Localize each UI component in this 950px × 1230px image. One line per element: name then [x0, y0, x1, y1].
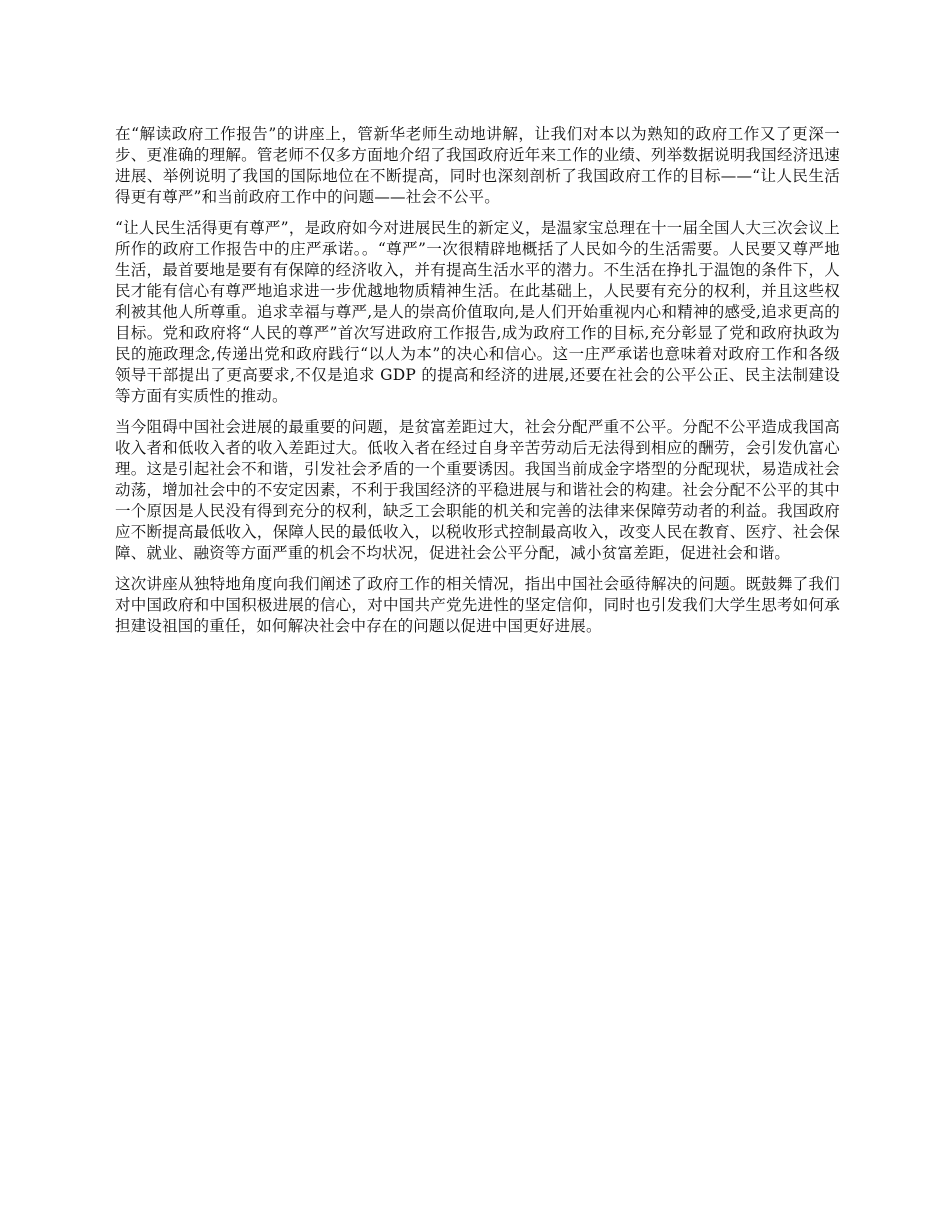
document-body — [115, 124, 840, 647]
paragraph-3: 当今阻碍中国社会进展的最重要的问题，是贫富差距过大，社会分配严重不公平。分配不公平造成我国高收入者和低收入者的收入差距过大。低收入者在经过自身辛苦劳动后无法得到相应的酬劳，会引发仇富心理。这是引起社会不和谐，引发社会矛盾的一个重要诱因。我国当前成金字塔型的分配现状，易造成社会动荡，增加社会中的不安定因素，不利于我国经济的平稳进展与和谐社会的构建。社会分配不公平的其中一个原因是人民没有得到充分的权利，缺乏工会职能的机关和完善的法律来保障劳动者的利益。我国政府应不断提高最低收入，保障人民的最低收入，以税收形式控制最高收入，改变人民在教育、医疗、社会保障、就业、融资等方面严重的机会不均状况，促进社会公平分配，减小贫富差距，促进社会和谐。 — [115, 418, 840, 562]
paragraph-2: “让人民生活得更有尊严”，是政府如今对进展民生的新定义，是温家宝总理在十一届全国人大三次会议上所作的政府工作报告中的庄严承诺。。“尊严”一次很精辟地概括了人民如今的生活需要。人民要又尊严地生活，最首要地是要有有保障的经济收入，并有提高生活水平的潜力。不生活在挣扎于温饱的条件下，人民才能有信心有尊严地追求进一步优越地物质精神生活。在此基础上，人民要有充分的权利，并且这些权利被其他人所尊重。追求幸福与尊严,是人的崇高价值取向,是人们开始重视内心和精神的感受,追求更高的目标。党和政府将“人民的尊严”首次写进政府工作报告,成为政府工作的目标,充分彰显了党和政府执政为民的施政理念,传递出党和政府践行“以人为本”的决心和信心。这一庄严承诺也意味着对政府工作和各级领导干部提出了更高要求,不仅是追求 GDP 的提高和经济的进展,还要在社会的公平公正、民主法制建设等方面有实质性的推动。 — [115, 219, 840, 405]
paragraph-1: 在“解读政府工作报告”的讲座上，管新华老师生动地讲解，让我们对本以为熟知的政府工作又了更深一步、更准确的理解。管老师不仅多方面地介绍了我国政府近年来工作的业绩、列举数据说明我国经济迅速进展、举例说明了我国的国际地位在不断提高，同时也深刻剖析了我国政府工作的目标——“让人民生活得更有尊严”和当前政府工作中的问题——社会不公平。 — [115, 125, 840, 206]
paragraph-4: 这次讲座从独特地角度向我们阐述了政府工作的相关情况，指出中国社会亟待解决的问题。既鼓舞了我们对中国政府和中国积极进展的信心，对中国共产党先进性的坚定信仰，同时也引发我们大学生思考如何承担建设祖国的重任，如何解决社会中存在的问题以促进中国更好进展。 — [115, 575, 840, 635]
